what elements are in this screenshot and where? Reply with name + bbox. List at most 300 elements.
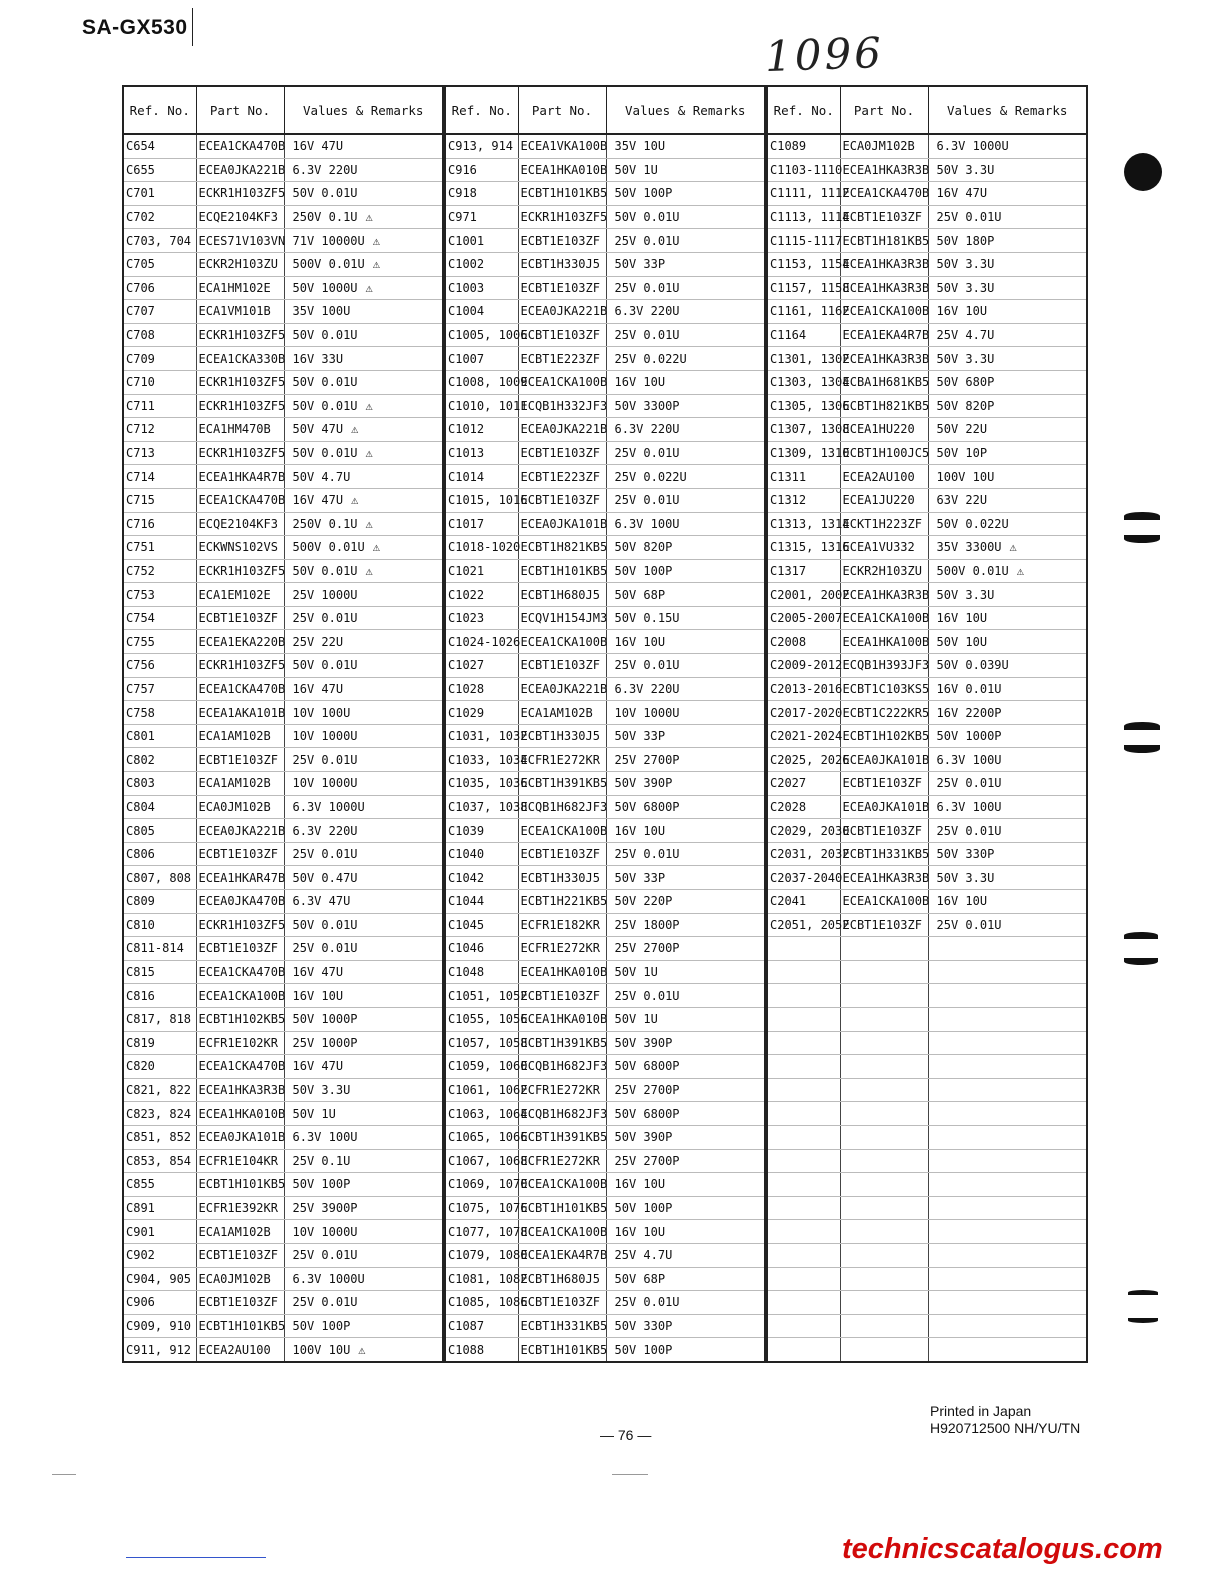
part-no: ECKR1H103ZF5	[198, 917, 286, 932]
ref-no: C904, 905	[126, 1271, 192, 1286]
table-row	[123, 1220, 443, 1244]
part-cell	[196, 866, 284, 890]
ref-cell	[123, 1102, 196, 1126]
part-cell	[518, 252, 606, 276]
part-no: ECFR1E182KR	[520, 917, 600, 932]
ref-cell	[767, 252, 850, 276]
ref-cell	[445, 347, 518, 371]
handwritten-note: 1096	[764, 27, 885, 82]
part-no: ECBT1E103ZF	[198, 1295, 278, 1310]
ref-no: C916	[448, 162, 477, 177]
table-row	[767, 772, 1087, 796]
part-cell	[196, 890, 284, 914]
value-cell	[284, 1149, 443, 1173]
part-no: ECEA0JKA221B	[198, 823, 286, 838]
table-row	[445, 1338, 765, 1362]
table-row	[445, 772, 765, 796]
table-row	[445, 1243, 765, 1267]
part-cell	[840, 772, 928, 796]
part-no: ECKR1H103ZF5	[198, 446, 286, 461]
ref-cell	[767, 1291, 840, 1315]
value: 10V 1000U	[292, 1224, 358, 1239]
part-no: ECEA1HKA100B	[842, 634, 930, 649]
value: 50V 0.01U	[292, 375, 358, 390]
ref-cell	[123, 960, 196, 984]
ref-no: C1035, 1036	[448, 776, 528, 791]
value: 25V 22U	[292, 634, 344, 649]
value: 50V 3300P	[614, 398, 680, 413]
value: 16V 2200P	[936, 705, 1002, 720]
ref-cell	[123, 1007, 196, 1031]
part-cell	[840, 512, 928, 536]
binder-dot	[1124, 153, 1162, 191]
value: 250V 0.1U	[292, 210, 358, 225]
part-no: ECEA1JU220	[842, 493, 915, 508]
table-row	[123, 229, 443, 253]
value: 16V 10U	[614, 375, 666, 390]
part-cell	[196, 134, 284, 158]
value-cell	[284, 1078, 443, 1102]
ref-cell	[123, 252, 196, 276]
value-cell	[284, 1220, 443, 1244]
ref-cell	[767, 1267, 840, 1291]
part-no: ECBT1H821KB5	[520, 540, 608, 555]
part-cell	[518, 842, 606, 866]
ref-no: C752	[126, 563, 155, 578]
part-cell	[518, 654, 606, 678]
ref-no: C715	[126, 493, 155, 508]
table-row	[767, 182, 1087, 206]
part-no: ECEA1CKA100B	[520, 1177, 608, 1192]
ref-cell	[445, 984, 528, 1008]
part-cell	[840, 748, 928, 772]
value: 50V 0.47U	[292, 870, 358, 885]
table-row	[123, 984, 443, 1008]
part-cell	[518, 370, 606, 394]
part-cell	[840, 866, 928, 890]
ref-no: C1164	[770, 328, 807, 343]
value-cell	[606, 960, 765, 984]
part-no: ECEA1HKA010B	[198, 1106, 286, 1121]
value-cell	[928, 960, 1087, 984]
table-row	[123, 795, 443, 819]
part-cell	[840, 205, 928, 229]
part-no: ECEA1CKA100B	[520, 375, 608, 390]
value-cell	[284, 1102, 443, 1126]
value: 50V 1U	[614, 162, 658, 177]
value: 6.3V 47U	[292, 894, 351, 909]
ref-no: C701	[126, 186, 155, 201]
ref-cell	[767, 937, 840, 961]
value-cell	[928, 1291, 1087, 1315]
part-cell	[196, 418, 284, 442]
value-cell	[606, 1338, 765, 1362]
value-cell	[284, 1007, 443, 1031]
watermark: technicscatalogus.com	[842, 1533, 1163, 1565]
value: 25V 0.01U	[292, 611, 358, 626]
table-row	[123, 819, 443, 843]
part-no: ECEA1HKA010B	[520, 965, 608, 980]
table-row	[445, 300, 765, 324]
part-no: ECEA1CKA470B	[198, 681, 286, 696]
part-no: ECKR1H103ZF5	[520, 210, 608, 225]
ref-no: C821, 822	[126, 1083, 192, 1098]
ref-no: C757	[126, 681, 155, 696]
part-no: ECBT1H102KB5	[842, 729, 930, 744]
ref-no: C2037-2040	[770, 870, 843, 885]
table-row	[445, 654, 765, 678]
table-row	[767, 654, 1087, 678]
table-row	[123, 1314, 443, 1338]
table-row	[767, 276, 1087, 300]
value-cell	[606, 937, 765, 961]
ref-no: C707	[126, 304, 155, 319]
ref-no: C801	[126, 729, 155, 744]
value-cell	[284, 252, 443, 276]
value-cell	[928, 913, 1087, 937]
safety-warning-icon: ⚠	[1009, 540, 1017, 555]
value: 25V 0.01U	[936, 917, 1002, 932]
part-cell	[840, 536, 928, 560]
ref-cell	[123, 1078, 196, 1102]
part-cell	[518, 229, 606, 253]
value-cell	[928, 1173, 1087, 1197]
table-row	[123, 654, 443, 678]
col-ref-no: Ref. No.	[123, 86, 196, 134]
part-cell	[518, 1125, 606, 1149]
part-cell	[840, 1007, 928, 1031]
ref-no: C807, 808	[126, 870, 192, 885]
part-cell	[840, 960, 928, 984]
ref-cell	[445, 512, 518, 536]
value: 25V 3900P	[292, 1201, 358, 1216]
value: 50V 3.3U	[936, 587, 995, 602]
value: 16V 47U	[292, 681, 344, 696]
part-no: ECBA1H681KB5	[842, 375, 930, 390]
value-cell	[284, 229, 443, 253]
value-cell	[284, 205, 443, 229]
value-cell	[284, 724, 443, 748]
part-cell	[196, 960, 284, 984]
part-cell	[518, 1243, 606, 1267]
value: 16V 47U	[292, 1059, 344, 1074]
ref-cell	[123, 370, 196, 394]
part-cell	[840, 1125, 928, 1149]
ref-cell	[445, 1102, 528, 1126]
ref-no: C1051, 1052	[448, 988, 528, 1003]
part-cell	[196, 323, 284, 347]
value: 50V 0.15U	[614, 611, 680, 626]
value-cell	[606, 276, 765, 300]
part-cell	[196, 441, 284, 465]
safety-warning-icon: ⚠	[365, 280, 373, 295]
ref-no: C820	[126, 1059, 155, 1074]
value-cell	[606, 724, 765, 748]
value: 25V 0.01U	[292, 1248, 358, 1263]
part-no: ECA1EM102E	[198, 587, 271, 602]
table-row	[767, 724, 1087, 748]
part-no: ECA1VM101B	[198, 304, 271, 319]
value: 50V 0.01U	[292, 398, 358, 413]
value-cell	[606, 1078, 765, 1102]
value-cell	[606, 134, 765, 158]
ref-no: C708	[126, 328, 155, 343]
ref-no: C809	[126, 894, 155, 909]
part-no: ECEA1HKA3R3B	[198, 1083, 286, 1098]
part-no: ECEA0JKA101B	[520, 516, 608, 531]
value-cell	[284, 630, 443, 654]
value-cell	[606, 1314, 765, 1338]
value: 6.3V 100U	[614, 516, 680, 531]
part-cell	[840, 819, 928, 843]
value-cell	[606, 1102, 765, 1126]
ref-cell	[767, 724, 843, 748]
value-cell	[606, 630, 765, 654]
ref-cell	[767, 1314, 840, 1338]
value-cell	[606, 1031, 765, 1055]
value: 50V 1U	[614, 965, 658, 980]
value-cell	[284, 842, 443, 866]
table-row	[767, 748, 1087, 772]
value-cell	[606, 1007, 765, 1031]
part-no: ECQB1H682JF3	[520, 1059, 608, 1074]
ref-no: C1018-1020	[448, 540, 521, 555]
safety-warning-icon: ⚠	[1016, 563, 1024, 578]
value: 50V 100P	[614, 1201, 673, 1216]
part-no: ECEA1HU220	[842, 422, 915, 437]
ref-cell	[767, 890, 840, 914]
value-cell	[928, 1078, 1087, 1102]
part-cell	[518, 913, 606, 937]
value: 50V 1000P	[936, 729, 1002, 744]
part-cell	[196, 347, 284, 371]
value-cell	[928, 1338, 1087, 1362]
part-cell	[518, 182, 606, 206]
value-cell	[606, 182, 765, 206]
part-cell	[196, 748, 284, 772]
value: 50V 390P	[614, 776, 673, 791]
table-row	[123, 370, 443, 394]
table-row	[767, 1031, 1087, 1055]
value: 50V 3.3U	[936, 257, 995, 272]
ref-no: C1015, 1016	[448, 493, 528, 508]
ref-no: C891	[126, 1201, 155, 1216]
value: 16V 0.01U	[936, 681, 1002, 696]
ref-cell	[445, 654, 518, 678]
ref-cell	[123, 1196, 196, 1220]
table-row	[123, 772, 443, 796]
part-cell	[196, 1338, 284, 1362]
value: 25V 2700P	[614, 752, 680, 767]
table-row	[767, 418, 1087, 442]
part-cell	[518, 583, 606, 607]
ref-no: C1029	[448, 705, 485, 720]
value-cell	[606, 418, 765, 442]
ref-no: C703, 704	[126, 233, 192, 248]
ref-no: C1161, 1162	[770, 304, 850, 319]
value: 10V 1000U	[292, 729, 358, 744]
table-row	[445, 1102, 765, 1126]
value: 50V 10U	[936, 634, 988, 649]
table-row	[445, 134, 765, 158]
ref-no: C823, 824	[126, 1106, 192, 1121]
value-cell	[284, 1173, 443, 1197]
table-row	[445, 1220, 765, 1244]
part-cell	[518, 1173, 606, 1197]
part-cell	[196, 1125, 284, 1149]
table-row	[767, 937, 1087, 961]
part-no: ECEA1EKA4R7B	[520, 1248, 608, 1263]
value: 25V 0.01U	[614, 1295, 680, 1310]
table-row	[445, 465, 765, 489]
value-cell	[606, 347, 765, 371]
value-cell	[284, 1243, 443, 1267]
part-no: ECBT1H680J5	[520, 587, 600, 602]
part-cell	[518, 1031, 606, 1055]
part-cell	[196, 205, 284, 229]
ref-cell	[767, 1125, 840, 1149]
print-info	[930, 1403, 1080, 1437]
part-cell	[518, 748, 606, 772]
ref-no: C902	[126, 1248, 155, 1263]
safety-warning-icon: ⚠	[372, 540, 380, 555]
ref-cell	[445, 1173, 528, 1197]
part-no: ECEA1HKA4R7B	[198, 469, 286, 484]
col-part-no: Part No.	[840, 86, 928, 134]
part-cell	[196, 488, 284, 512]
value: 500V 0.01U	[292, 257, 365, 272]
ref-cell	[123, 276, 196, 300]
table-row	[445, 536, 765, 560]
part-cell	[840, 418, 928, 442]
col-ref-no: Ref. No.	[767, 86, 840, 134]
table-row	[123, 748, 443, 772]
table-row	[767, 465, 1087, 489]
part-cell	[518, 1291, 606, 1315]
part-no: ECBT1E103ZF	[842, 210, 922, 225]
value-cell	[606, 772, 765, 796]
value: 25V 0.01U	[614, 233, 680, 248]
value-cell	[928, 1243, 1087, 1267]
value: 6.3V 100U	[936, 799, 1002, 814]
ref-no: C1013	[448, 446, 485, 461]
ref-no: C1303, 1304	[770, 375, 850, 390]
ref-no: C2031, 2032	[770, 847, 850, 862]
value-cell	[928, 536, 1087, 560]
value-cell	[928, 606, 1087, 630]
value-cell	[284, 1031, 443, 1055]
ref-no: C2009-2012	[770, 658, 843, 673]
value: 50V 6800P	[614, 1059, 680, 1074]
table-row	[123, 1031, 443, 1055]
value-cell	[928, 842, 1087, 866]
binder-mark	[1124, 722, 1160, 730]
ref-cell	[123, 559, 196, 583]
table-row	[445, 795, 765, 819]
part-no: ECKR2H103ZU	[198, 257, 278, 272]
ref-no: C716	[126, 516, 155, 531]
part-cell	[840, 654, 928, 678]
ref-cell	[767, 370, 850, 394]
part-no: ECQV1H154JM3	[520, 611, 608, 626]
ref-cell	[767, 795, 840, 819]
value-cell	[606, 1125, 765, 1149]
value-cell	[928, 654, 1087, 678]
value-cell	[606, 1220, 765, 1244]
ref-no: C1012	[448, 422, 485, 437]
part-cell	[518, 677, 606, 701]
value-cell	[928, 701, 1087, 725]
part-cell	[518, 441, 606, 465]
value-cell	[928, 583, 1087, 607]
ref-cell	[445, 606, 518, 630]
ref-no: C1087	[448, 1318, 485, 1333]
col-part-no: Part No.	[518, 86, 606, 134]
value: 250V 0.1U	[292, 516, 358, 531]
table-row	[123, 630, 443, 654]
ref-cell	[123, 606, 196, 630]
ref-no: C1003	[448, 280, 485, 295]
table-row	[123, 677, 443, 701]
ref-no: C1028	[448, 681, 485, 696]
ref-cell	[767, 1007, 840, 1031]
part-no: ECBT1H101KB5	[198, 1177, 286, 1192]
table-row	[123, 960, 443, 984]
part-no: ECBT1E103ZF	[198, 941, 278, 956]
part-no: ECEA1HKA3R3B	[842, 587, 930, 602]
value: 16V 47U	[292, 139, 344, 154]
value: 25V 1000U	[292, 587, 358, 602]
part-no: ECEA1HKA010B	[520, 1012, 608, 1027]
ref-no: C1312	[770, 493, 807, 508]
value: 500V 0.01U	[292, 540, 365, 555]
part-no: ECBT1E103ZF	[520, 493, 600, 508]
value: 50V 6800P	[614, 799, 680, 814]
part-no: ECEA1CKA470B	[198, 139, 286, 154]
value-cell	[928, 1007, 1087, 1031]
value-cell	[284, 300, 443, 324]
ref-cell	[123, 134, 196, 158]
part-cell	[196, 394, 284, 418]
value: 25V 0.01U	[292, 752, 358, 767]
value-cell	[284, 1314, 443, 1338]
ref-no: C810	[126, 917, 155, 932]
part-no: ECEA1CKA100B	[842, 611, 930, 626]
ref-cell	[123, 1220, 196, 1244]
part-cell	[840, 724, 928, 748]
value-cell	[928, 347, 1087, 371]
table-row	[445, 182, 765, 206]
value: 16V 10U	[614, 823, 666, 838]
part-cell	[196, 1314, 284, 1338]
ref-cell	[123, 724, 196, 748]
value-cell	[928, 205, 1087, 229]
part-no: ECKR1H103ZF5	[198, 375, 286, 390]
value: 50V 180P	[936, 233, 995, 248]
part-no: ECEA1HKA3R3B	[842, 257, 930, 272]
value: 25V 2700P	[614, 1083, 680, 1098]
part-cell	[840, 134, 928, 158]
ref-cell	[767, 1196, 840, 1220]
ref-cell	[445, 1031, 528, 1055]
part-no: ECBT1H391KB5	[520, 776, 608, 791]
value-cell	[928, 418, 1087, 442]
part-no: ECEA1CKA470B	[198, 1059, 286, 1074]
part-no: ECEA1VU332	[842, 540, 915, 555]
ref-no: C2013-2016	[770, 681, 843, 696]
ref-cell	[767, 323, 840, 347]
part-cell	[840, 606, 928, 630]
